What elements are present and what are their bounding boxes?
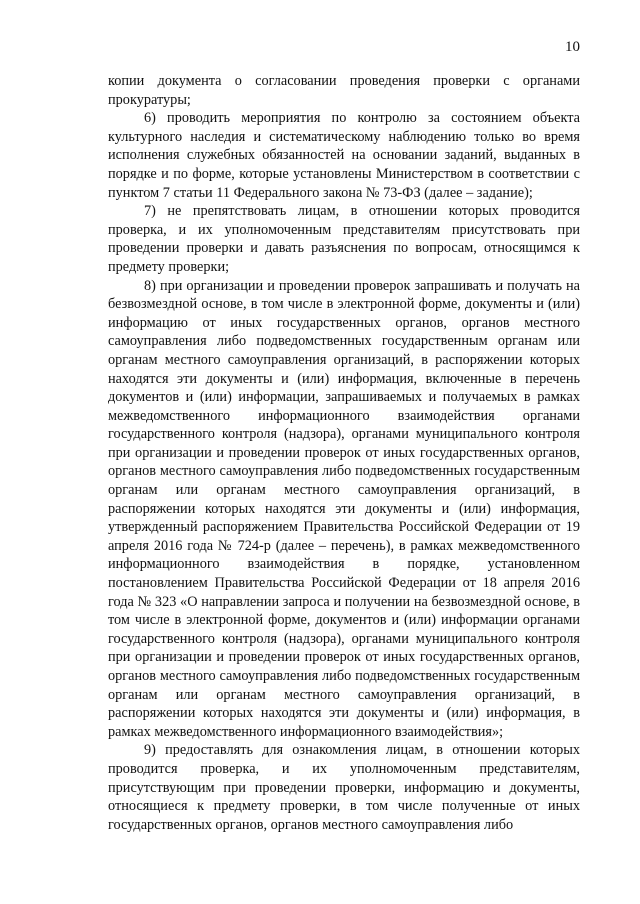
paragraph-item-7: 7) не препятствовать лицам, в отношении которых проводится проверка, и их уполномоченным представителям присутствовать при проведении проверки и давать разъяснения по вопросам, относящимся к предмету проверки;: [108, 203, 580, 275]
document-body: [108, 72, 580, 834]
paragraph-item-8: 8) при организации и проведении проверок запрашивать и получать на безвозмездной основе, в том числе в электронной форме, документы и (или) информацию от иных государственных органов, органов местного самоуправления либо подведомственных государственным органам или органам местного самоуправления организаций, в распоряжении которых находятся эти документы и (или) информация, включенные в перечень документов и (или) информации, запрашиваемых и получаемых в рамках межведомственного информационного взаимодействия органами государственного контроля (надзора), органами муниципального контроля при организации и проведении проверок от иных государственных органов, органов местного самоуправления либо подведомственных государственным органам или органам местного самоуправления организаций, в распоряжении которых находятся эти документы и (или) информация, утвержденный распоряжением Правительства Российской Федерации от 19 апреля 2016 года № 724-р (далее – перечень), в рамках межведомственного информационного взаимодействия в порядке, установленном постановлением Правительства Российской Федерации от 18 апреля 2016 года № 323 «О направлении запроса и получении на безвозмездной основе, в том числе в электронной форме, документов и (или) информации органами государственного контроля (надзора), органами муниципального контроля при организации и проведении проверок от иных государственных органов, органов местного самоуправления либо подведомственных государственным органам или органам местного самоуправления организаций, в распоряжении которых находятся эти документы и (или) информация, в рамках межведомственного информационного взаимодействия»;: [108, 277, 580, 740]
paragraph-continuation: копии документа о согласовании проведения проверки с органами прокуратуры;: [108, 73, 580, 108]
paragraph-item-9: 9) предоставлять для ознакомления лицам, в отношении которых проводится проверка, и их уполномоченным представителям, присутствующим при проведении проверки, информацию и документы, относящиеся к предмету проверки, в том числе полученные от иных государственных органов, органов местного самоуправления либо: [108, 742, 580, 833]
paragraph-item-6: 6) проводить мероприятия по контролю за состоянием объекта культурного наследия и систематическому наблюдению только во время исполнения служебных обязанностей на основании заданий, выданных в порядке и по форме, которые установлены Министерством в соответствии с пунктом 7 статьи 11 Федерального закона № 73-ФЗ (далее – задание);: [108, 110, 580, 201]
page-number: 10: [565, 39, 580, 55]
